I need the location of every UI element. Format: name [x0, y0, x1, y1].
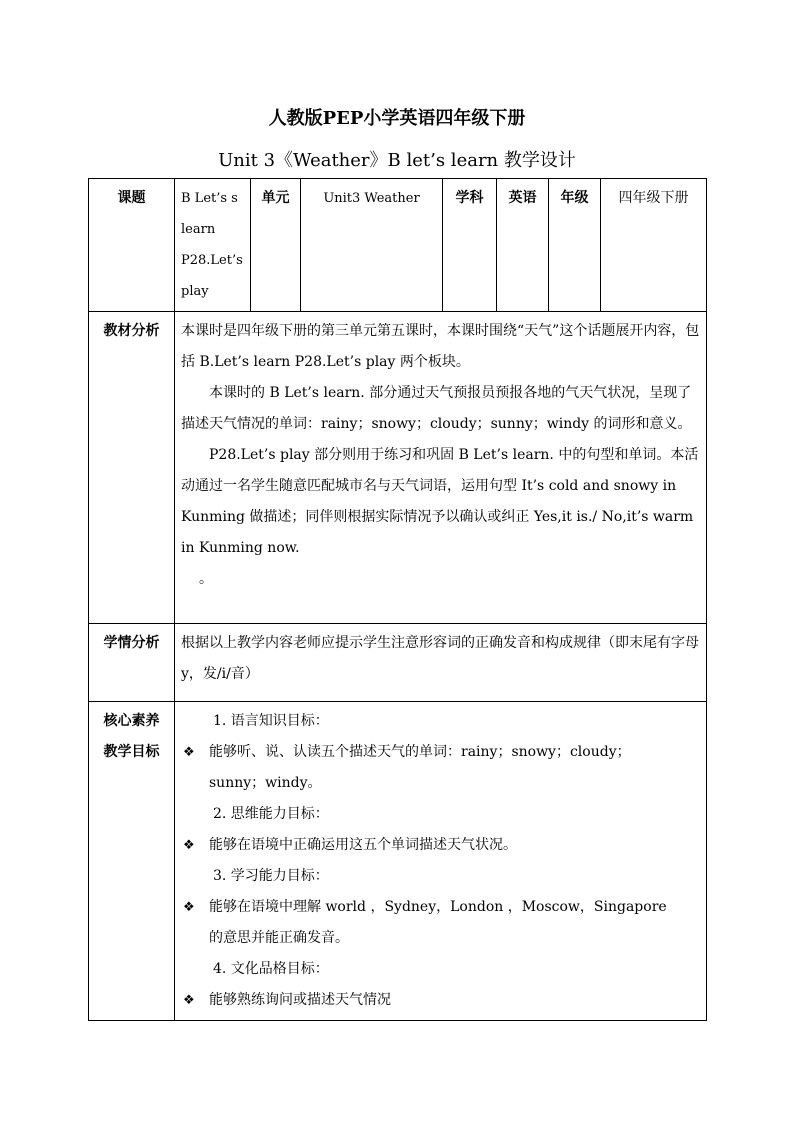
diamond-bullet-icon: ❖: [183, 745, 195, 760]
lesson-plan-table: [88, 178, 707, 1021]
header-row: [89, 179, 707, 312]
goals-row: [89, 702, 707, 1021]
analysis-paragraph: 本课时的 B Let’s learn. 部分通过天气预报员预报各地的气天气状况，呈现了描述天气情况的单词：rainy；snowy；cloudy；sunny；windy 的词形和意义。: [181, 385, 692, 432]
goals-content: [175, 702, 707, 1021]
goal-text: 能够在语境中理解 world ，Sydney，London ，Moscow，Singapore: [209, 899, 667, 915]
goal-heading: 2. 思维能力目标：: [213, 806, 329, 822]
document-title: 人教版PEP小学英语四年级下册: [268, 108, 526, 129]
analysis-paragraph: 本课时是四年级下册的第三单元第五课时，本课时围绕“天气”这个话题展开内容，包括 B.Let’s learn P28.Let’s play 两个板块。: [181, 323, 700, 370]
unit-value: Unit3 Weather: [301, 179, 443, 312]
diamond-bullet-icon: ❖: [183, 838, 195, 853]
goal-text-cont: 的意思并能正确发音。: [209, 930, 349, 946]
analysis-content: [175, 312, 707, 624]
grade-value: 四年级下册: [601, 179, 707, 312]
goal-text: 能够熟练询问或描述天气情况: [209, 992, 391, 1008]
goal-bullet: [181, 985, 700, 1016]
goals-label-line: 教学目标: [103, 744, 160, 760]
learner-label: 学情分析: [89, 624, 175, 702]
goal-bullet: [181, 830, 700, 861]
learner-content: 根据以上教学内容老师应提示学生注意形容词的正确发音和构成规律（即末尾有字母 y，发/i/音）: [175, 624, 707, 702]
goal-text: 能够在语境中正确运用这五个单词描述天气状况。: [209, 837, 517, 853]
goal-text-cont: sunny；windy。: [209, 775, 322, 791]
goal-bullet: [181, 737, 700, 768]
goals-label: [89, 702, 175, 1021]
subject-value: 英语: [497, 179, 549, 312]
diamond-bullet-icon: ❖: [183, 900, 195, 915]
analysis-label: 教材分析: [89, 312, 175, 624]
analysis-row: [89, 312, 707, 624]
goal-text: 能够听、说、认读五个描述天气的单词：rainy；snowy；cloudy；: [209, 744, 631, 760]
unit-label: 单元: [251, 179, 301, 312]
subject-label: 学科: [443, 179, 497, 312]
lesson-value-line: learn: [181, 222, 216, 237]
goal-heading: 1. 语言知识目标：: [213, 713, 329, 729]
lesson-value: [175, 179, 251, 312]
document-subtitle: Unit 3《Weather》B let’s learn 教学设计: [218, 150, 576, 171]
lesson-label: 课题: [89, 179, 175, 312]
lesson-value-line: P28.Let’s: [181, 253, 243, 268]
lesson-value-line: B Let’s s: [181, 191, 238, 206]
goals-label-line: 核心素养: [103, 713, 160, 729]
analysis-paragraph: P28.Let’s play 部分则用于练习和巩固 B Let’s learn. 中的句型和单词。本活动通过一名学生随意匹配城市名与天气词语，运用句型 It’s cold and snowy in Kunming 做描述；同伴则根据实际情况予以确认或纠正 Yes,it is./ No,it’s warm in Kunming now.: [181, 447, 699, 556]
goal-bullet: [181, 892, 700, 923]
learner-row: [89, 624, 707, 702]
diamond-bullet-icon: ❖: [183, 993, 195, 1008]
lesson-value-line: play: [181, 284, 209, 299]
goal-heading: 4. 文化品格目标：: [213, 961, 329, 977]
analysis-paragraph: 。: [199, 571, 213, 587]
goal-heading: 3. 学习能力目标：: [213, 868, 329, 884]
grade-label: 年级: [549, 179, 601, 312]
